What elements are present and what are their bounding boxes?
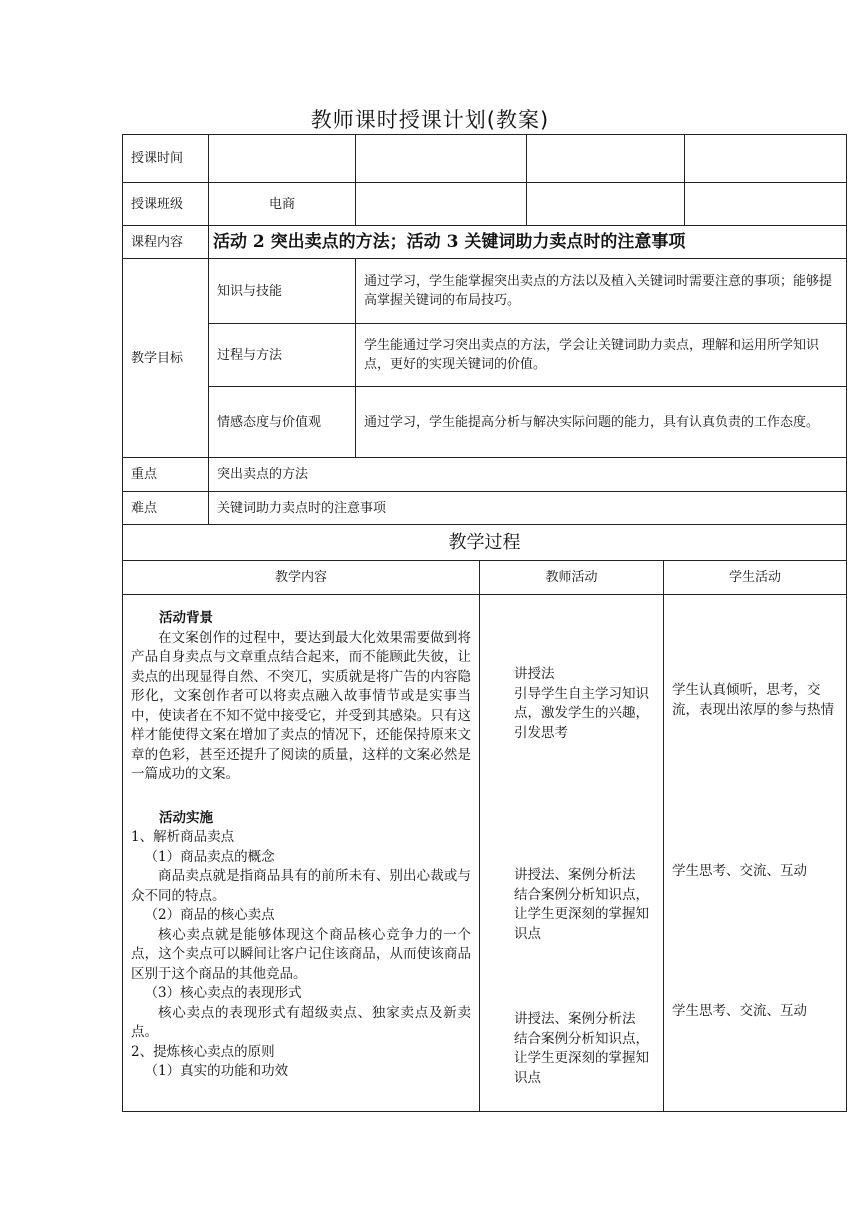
teacher-activity-3: [514, 1010, 651, 1088]
class-cell-2: [356, 183, 527, 226]
content-line-1: 1、解析商品卖点: [131, 829, 235, 845]
header-content: 教学内容: [123, 561, 480, 595]
teacher-activity-2-title: 讲授法、案例分析法: [514, 867, 636, 883]
teaching-process-table: [122, 524, 847, 1112]
class-row: [123, 183, 847, 226]
difficulty-row: [123, 492, 847, 525]
time-cell-3: [527, 135, 685, 183]
time-cell-4: [685, 135, 847, 183]
goal-label-2: 过程与方法: [209, 324, 356, 387]
content-line-4: （2）商品的核心卖点: [144, 907, 275, 923]
time-label: 授课时间: [123, 135, 209, 183]
difficulty-value: 关键词助力卖点时的注意事项: [209, 492, 847, 525]
teacher-activity-3-title: 讲授法、案例分析法: [514, 1011, 636, 1027]
implementation-heading: 活动实施: [159, 809, 213, 826]
goal-row-3: [123, 387, 847, 458]
content-line-8: 2、提炼核心卖点的原则: [131, 1043, 275, 1060]
content-line-9: （1）真实的功能和功效: [144, 1063, 289, 1079]
content-line-6: （3）核心卖点的表现形式: [144, 985, 302, 1001]
student-activity-3: 学生思考、交流、互动: [672, 1002, 807, 1019]
goal-text-1: 通过学习，学生能掌握突出卖点的方法以及植入关键词时需要注意的事项；能够提高掌握关键词的布局技巧。: [356, 259, 847, 324]
header-teacher: 教师活动: [480, 561, 664, 595]
class-label: 授课班级: [123, 183, 209, 226]
class-cell-4: [685, 183, 847, 226]
content-label: 课程内容: [123, 226, 209, 259]
goal-text-3: 通过学习，学生能提高分析与解决实际问题的能力，具有认真负责的工作态度。: [356, 387, 847, 458]
teacher-activity-cell: [480, 595, 664, 1112]
time-row: [123, 135, 847, 183]
student-activity-cell: [664, 595, 847, 1112]
teaching-content-cell: [123, 595, 480, 1112]
student-activity-1: 学生认真倾听，思考，交流，表现出浓厚的参与热情: [672, 682, 834, 718]
content-row: [123, 226, 847, 259]
document-title: 教师课时授课计划(教案): [310, 108, 550, 132]
key-row: [123, 458, 847, 492]
content-line-7: 核心卖点的表现形式有超级卖点、独家卖点及新卖点。: [131, 1004, 471, 1040]
teacher-activity-3-text: 结合案例分析知识点，让学生更深刻的掌握知识点: [514, 1030, 649, 1086]
content-line-5: 核心卖点就是能够体现这个商品核心竞争力的一个点，这个卖点可以瞬间让客户记住该商品，从而使该商品区别于这个商品的其他竞品。: [131, 926, 471, 982]
time-cell-1: [209, 135, 356, 183]
background-text: 在文案创作的过程中，要达到最大化效果需要做到将产品自身卖点与文章重点结合起来，而不能顾此失彼，让卖点的出现显得自然、不突兀，实质就是将广告的内容隐形化，文案创作者可以将卖点融入故事情节或是实事当中，使读者在不知不觉中接受它，并受到其感染。只有这样才能使得文案在增加了卖点的情况下，还能保持原来文章的色彩，甚至还提升了阅读的质量，这样的文案必然是一篇成功的文案。: [131, 629, 471, 782]
teacher-activity-1-text: 引导学生自主学习知识点，激发学生的兴趣，引发思考: [514, 685, 649, 741]
teacher-activity-2: [514, 866, 651, 944]
process-header-row: [123, 561, 847, 595]
teacher-activity-1-title: 讲授法: [514, 666, 555, 682]
goal-label-1: 知识与技能: [209, 259, 356, 324]
key-value: 突出卖点的方法: [209, 458, 847, 492]
teacher-activity-1: [514, 665, 651, 743]
goal-row-1: [123, 259, 847, 324]
teacher-activity-2-text: 结合案例分析知识点，让学生更深刻的掌握知识点: [514, 886, 649, 942]
goal-text-2: 学生能通过学习突出卖点的方法，学会让关键词助力卖点，理解和运用所学知识点，更好的实现关键词的价值。: [356, 324, 847, 387]
content-value: 活动 2 突出卖点的方法；活动 3 关键词助力卖点时的注意事项: [209, 226, 847, 259]
class-cell-3: [527, 183, 685, 226]
goals-label: 教学目标: [123, 259, 209, 458]
student-activity-2: 学生思考、交流、互动: [672, 863, 807, 879]
lesson-info-table: [122, 134, 847, 525]
class-value: 电商: [209, 183, 356, 226]
content-line-3: 商品卖点就是指商品具有的前所未有、别出心裁或与众不同的特点。: [131, 868, 471, 904]
header-student: 学生活动: [664, 561, 847, 595]
background-heading: 活动背景: [159, 610, 213, 626]
goal-label-3: 情感态度与价值观: [209, 387, 356, 458]
key-label: 重点: [123, 458, 209, 492]
difficulty-label: 难点: [123, 492, 209, 525]
process-title: 教学过程: [123, 525, 847, 561]
content-line-2: （1）商品卖点的概念: [144, 848, 275, 865]
goal-row-2: [123, 324, 847, 387]
process-body-row: [123, 595, 847, 1112]
time-cell-2: [356, 135, 527, 183]
